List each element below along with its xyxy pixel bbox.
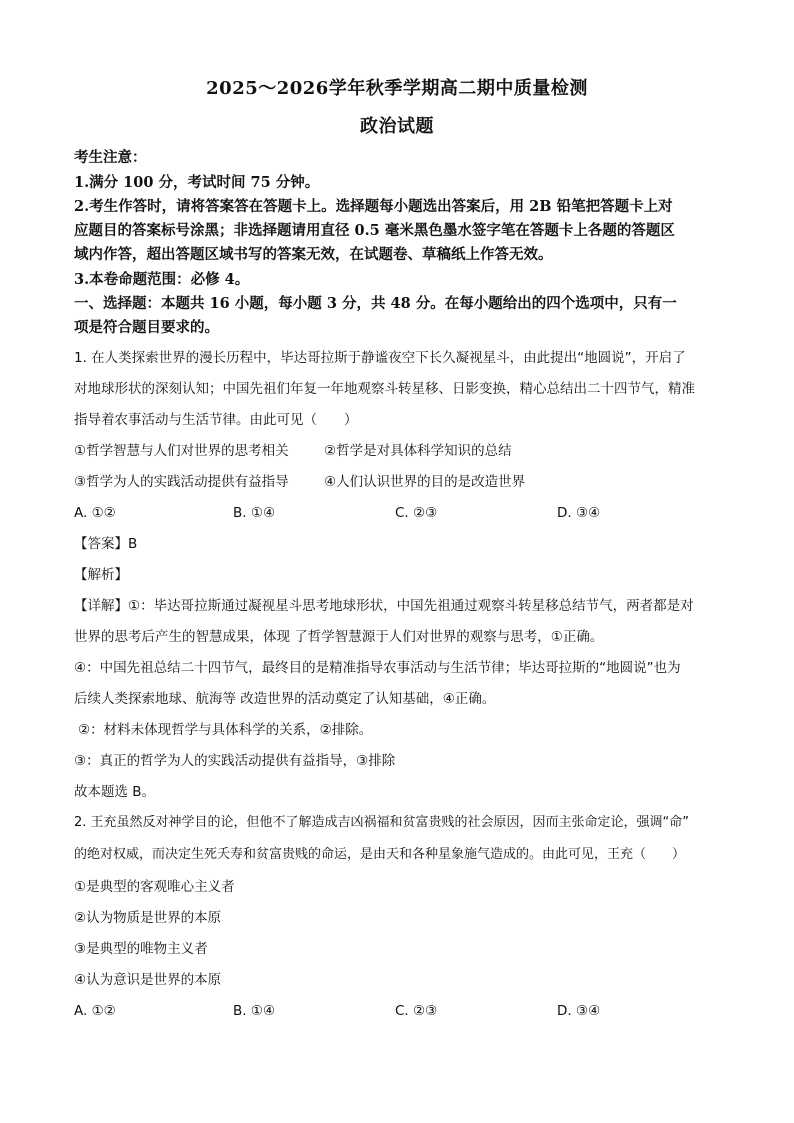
q1-detail-line-1: 【详解】①：毕达哥拉斯通过凝视星斗思考地球形状，中国先祖通过观察斗转星移总结节气，两者都是对 — [74, 598, 694, 614]
q1-option-d: D. ③④ — [557, 505, 601, 521]
q1-stem-line-2: 对地球形状的深刻认知；中国先祖们年复一年地观察斗转星移、日影变换，精心总结出二十四节气，精准 — [74, 381, 695, 397]
q1-statement-1: ①哲学智慧与人们对世界的思考相关 — [74, 443, 289, 459]
section-heading-line-1: 一、选择题：本题共 16 小题，每小题 3 分，共 48 分。在每小题给出的四个选项中，只有一 — [74, 295, 677, 312]
notice-heading: 考生注意： — [74, 149, 147, 166]
q1-stem-line-3: 指导着农事活动与生活节律。由此可见（ ） — [74, 412, 358, 428]
page-title: 2025～2026学年秋季学期高二期中质量检测 — [206, 78, 588, 99]
q1-detail-line-3: ④：中国先祖总结二十四节气，最终目的是精准指导农事活动与生活节律；毕达哥拉斯的“地圆说”也为 — [74, 660, 681, 676]
q1-stem-line-1: 1. 在人类探索世界的漫长历程中，毕达哥拉斯于静谧夜空下长久凝视星斗，由此提出“地圆说”，开启了 — [74, 350, 686, 366]
q1-detail-line-6: ③：真正的哲学为人的实践活动提供有益指导，③排除 — [74, 753, 396, 769]
q1-option-b: B. ①④ — [233, 505, 276, 521]
section-heading-line-2: 项是符合题目要求的。 — [74, 319, 219, 336]
q1-detail-line-7: 故本题选 B。 — [74, 784, 156, 800]
notice-item-2-line-1: 2.考生作答时，请将答案答在答题卡上。选择题每小题选出答案后，用 2B 铅笔把答题卡上对 — [74, 198, 673, 215]
q2-stem-line-2: 的绝对权威，而决定生死夭寿和贫富贵贱的命运，是由天和各种星象施气造成的。由此可见，王充（ ） — [74, 847, 686, 862]
q1-detail-line-5: ②：材料未体现哲学与具体科学的关系，②排除。 — [78, 722, 373, 738]
q1-answer: 【答案】B — [74, 536, 138, 552]
notice-item-2-line-3: 域内作答，超出答题区域书写的答案无效，在试题卷、草稿纸上作答无效。 — [74, 246, 553, 263]
q2-statement-3: ③是典型的唯物主义者 — [74, 941, 208, 957]
q1-statement-2: ②哲学是对具体科学知识的总结 — [324, 443, 512, 459]
q2-statement-4: ④认为意识是世界的本原 — [74, 972, 222, 988]
notice-item-2-line-2: 应题目的答案标号涂黑；非选择题请用直径 0.5 毫米黑色墨水签字笔在答题卡上各题的答题区 — [74, 222, 675, 239]
q1-detail-line-4: 后续人类探索地球、航海等 改造世界的活动奠定了认知基础，④正确。 — [74, 691, 496, 707]
q2-statement-2: ②认为物质是世界的本原 — [74, 910, 222, 926]
q1-statement-3: ③哲学为人的实践活动提供有益指导 — [74, 474, 289, 490]
q2-statement-1: ①是典型的客观唯心主义者 — [74, 879, 235, 895]
q1-detail-line-2: 世界的思考后产生的智慧成果，体现 了哲学智慧源于人们对世界的观察与思考，①正确。 — [74, 629, 604, 645]
q2-option-a: A. ①② — [74, 1003, 116, 1019]
q1-option-c: C. ②③ — [395, 505, 438, 521]
q1-option-a: A. ①② — [74, 505, 116, 521]
notice-item-3: 3.本卷命题范围：必修 4。 — [74, 271, 250, 288]
q2-option-b: B. ①④ — [233, 1003, 276, 1019]
q2-option-c: C. ②③ — [395, 1003, 438, 1019]
notice-item-1: 1.满分 100 分，考试时间 75 分钟。 — [74, 174, 320, 191]
q1-statement-4: ④人们认识世界的目的是改造世界 — [324, 474, 526, 490]
q2-option-d: D. ③④ — [557, 1003, 601, 1019]
q2-stem-line-1: 2. 王充虽然反对神学目的论，但他不了解造成吉凶祸福和贫富贵贱的社会原因，因而主张命定论，强调“命” — [74, 815, 690, 830]
q1-analysis-label: 【解析】 — [74, 567, 128, 583]
page-subtitle: 政治试题 — [360, 116, 434, 137]
